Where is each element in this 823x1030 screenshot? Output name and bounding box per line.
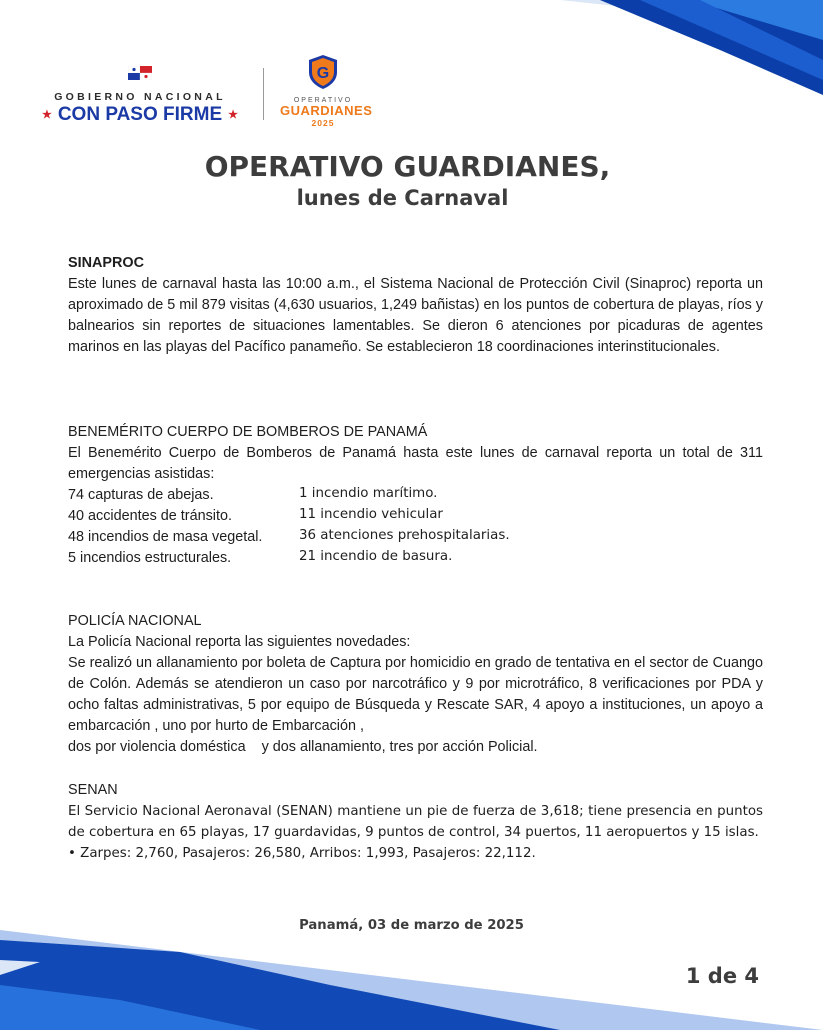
- bomberos-section: [68, 422, 763, 569]
- list-item: 40 accidentes de tránsito.: [68, 508, 232, 524]
- gobierno-nacional-logo: [34, 66, 246, 126]
- year-label: 2025: [311, 117, 335, 128]
- document-date: Panamá, 03 de marzo de 2025: [299, 918, 524, 933]
- list-item: 21 incendio de basura.: [299, 549, 453, 564]
- policia-section: [68, 611, 763, 758]
- list-item: 74 capturas de abejas.: [68, 487, 214, 503]
- senan-section: [68, 780, 763, 864]
- page-title: OPERATIVO GUARDIANES,: [204, 150, 611, 183]
- gobierno-line-1: GOBIERNO NACIONAL: [54, 91, 226, 103]
- sinaproc-section: [68, 253, 763, 358]
- star-icon: ★: [228, 109, 239, 122]
- list-item: 48 incendios de masa vegetal.: [68, 529, 263, 545]
- page-subtitle: lunes de Carnaval: [296, 186, 509, 210]
- panama-flag-icon: [128, 66, 152, 80]
- policia-body: Se realizó un allanamiento por boleta de Captura por homicidio en grado de tentativa en el sector de Cuango de Colón. Además se atendieron un caso por narcotráfico y 9 por microtráfico, 8 verificaciones por PDA y ocho faltas administrativas, 5 por equipo de Búsqueda y Rescate SAR, 4 apoyo a instituciones, un apoyo a embarcación , uno por hurto de Embarcación ,: [68, 655, 763, 734]
- bomberos-heading: BENEMÉRITO CUERPO DE BOMBEROS DE PANAMÁ: [68, 424, 428, 440]
- bomberos-list-right: [299, 483, 510, 567]
- bomberos-list-left: [68, 485, 262, 569]
- page-number: 1 de 4: [685, 964, 759, 988]
- bomberos-list: [68, 485, 763, 569]
- sinaproc-body: Este lunes de carnaval hasta las 10:00 a.m., el Sistema Nacional de Protección Civil (Sinaproc) reporta un aproximado de 5 mil 879 visitas (4,630 usuarios, 1,249 bañistas) en los puntos de cobertura de playas, ríos y balnearios sin reportes de situaciones lamentables. Se dieron 6 atenciones por picaduras de agentes marinos en las playas del Pacífico panameño. Se establecieron 18 coordinaciones interinstitucionales.: [68, 276, 763, 355]
- list-item: 1 incendio marítimo.: [299, 486, 438, 501]
- list-item: 36 atenciones prehospitalarias.: [299, 528, 510, 543]
- operativo-guardianes-logo: [280, 54, 373, 128]
- logo-divider: [263, 68, 264, 120]
- operativo-small-label: OPERATIVO: [293, 97, 353, 104]
- senan-stats: • Zarpes: 2,760, Pasajeros: 26,580, Arribos: 1,993, Pasajeros: 22,112.: [68, 846, 536, 861]
- gobierno-line-2: [34, 104, 246, 126]
- senan-body: El Servicio Nacional Aeronaval (SENAN) mantiene un pie de fuerza de 3,618; tiene presencia en puntos de cobertura en 65 playas, 17 guardavidas, 9 puntos de control, 34 puertos, 11 aeropuertos y 15 islas.: [68, 804, 763, 840]
- policia-intro: La Policía Nacional reporta las siguientes novedades:: [68, 634, 411, 650]
- bomberos-intro: El Benemérito Cuerpo de Bomberos de Panamá hasta este lunes de carnaval reporta un total de 311 emergencias asistidas:: [68, 445, 763, 482]
- sinaproc-heading: SINAPROC: [68, 255, 144, 271]
- list-item: 5 incendios estructurales.: [68, 550, 232, 566]
- senan-heading: SENAN: [68, 782, 118, 798]
- guardianes-label: GUARDIANES: [280, 103, 373, 118]
- star-icon: ★: [41, 109, 52, 122]
- shield-icon: [307, 54, 339, 90]
- badge-letter: G: [316, 65, 330, 82]
- list-item: 11 incendio vehicular: [299, 507, 443, 522]
- gobierno-slogan: CON PASO FIRME: [57, 104, 223, 125]
- policia-last-line: dos por violencia doméstica y dos allanamiento, tres por acción Policial.: [68, 739, 538, 755]
- policia-heading: POLICÍA NACIONAL: [68, 613, 202, 629]
